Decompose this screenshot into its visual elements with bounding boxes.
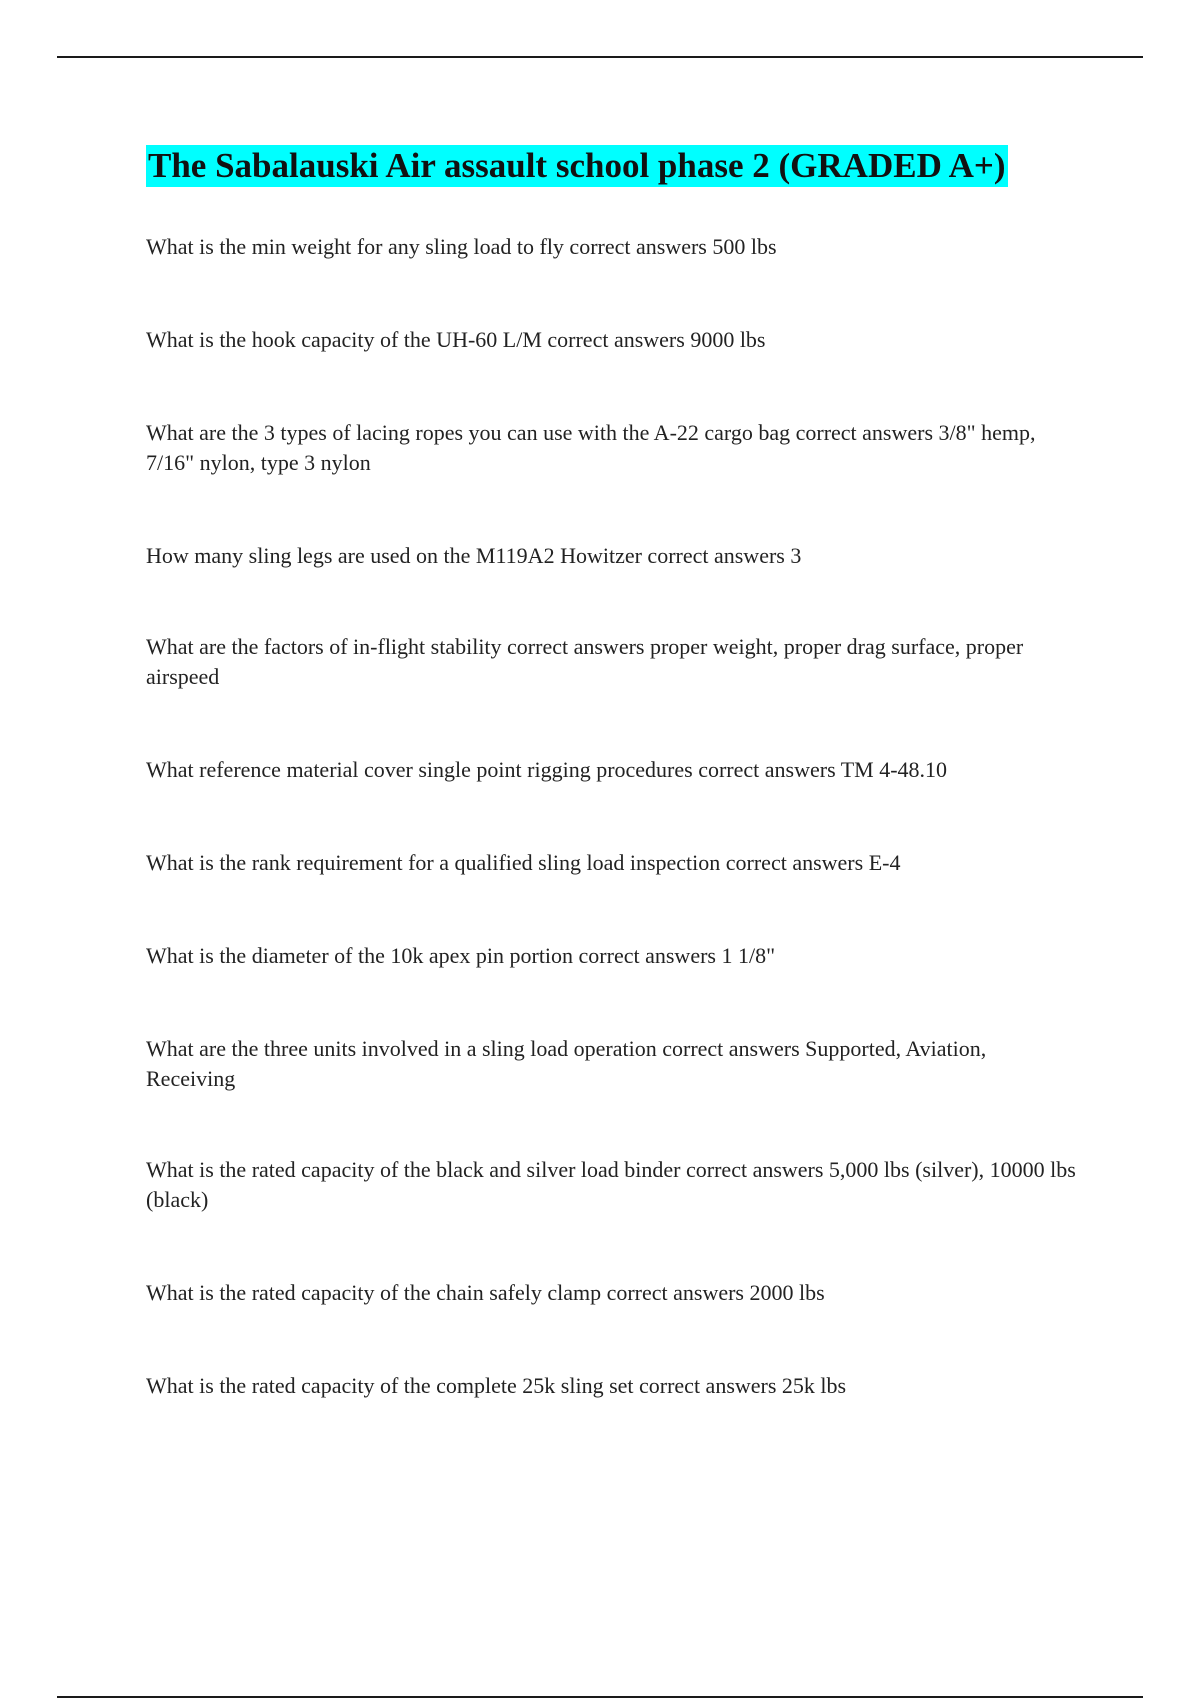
qa-item-4: How many sling legs are used on the M119A2 Howitzer correct answers 3 <box>146 543 802 568</box>
qa-item-8: What is the diameter of the 10k apex pin portion correct answers 1 1/8" <box>146 943 776 968</box>
top-rule <box>57 56 1143 58</box>
bottom-rule <box>57 1696 1143 1698</box>
qa-item-2: What is the hook capacity of the UH-60 L/M correct answers 9000 lbs <box>146 327 766 352</box>
qa-item-7: What is the rank requirement for a qualified sling load inspection correct answers E-4 <box>146 850 901 875</box>
title-block <box>146 145 1008 187</box>
qa-item-1: What is the min weight for any sling load to fly correct answers 500 lbs <box>146 234 777 259</box>
qa-item-6: What reference material cover single point rigging procedures correct answers TM 4-48.10 <box>146 757 948 782</box>
qa-item-11: What is the rated capacity of the chain safely clamp correct answers 2000 lbs <box>146 1280 825 1305</box>
qa-item-10: What is the rated capacity of the black and silver load binder correct answers 5,000 lbs (silver), 10000 lbs (black) <box>146 1157 1076 1212</box>
qa-item-5: What are the factors of in-flight stability correct answers proper weight, proper drag surface, proper airspeed <box>146 634 1024 689</box>
qa-item-12: What is the rated capacity of the complete 25k sling set correct answers 25k lbs <box>146 1373 847 1398</box>
qa-item-9: What are the three units involved in a sling load operation correct answers Supported, Aviation, Receiving <box>146 1036 987 1091</box>
page-title: The Sabalauski Air assault school phase 2 (GRADED A+) <box>148 146 1006 185</box>
qa-item-3: What are the 3 types of lacing ropes you can use with the A-22 cargo bag correct answers 3/8" hemp, 7/16" nylon, type 3 nylon <box>146 420 1036 475</box>
